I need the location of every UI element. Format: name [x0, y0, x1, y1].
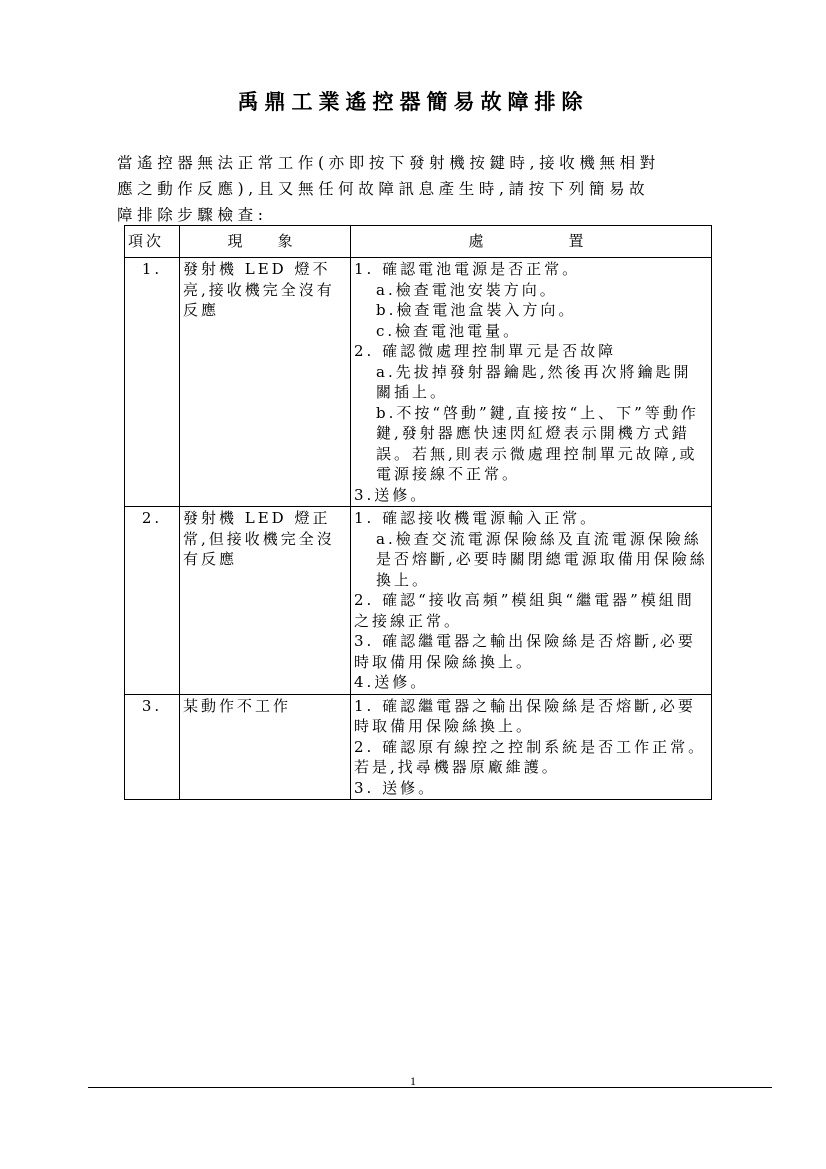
action-step: 2. 確認微處理控制單元是否故障 [354, 342, 617, 360]
action-step: 2. 確認“接收高頻”模組與“繼電器”模組間之接線正常。 [354, 591, 695, 630]
action-step: 3. 確認繼電器之輸出保險絲是否熔斷,必要時取備用保險絲換上。 [354, 632, 696, 671]
action-step: 1. 確認電池電源是否正常。 [354, 260, 581, 278]
row-actions [351, 507, 712, 695]
table-header-row [125, 226, 712, 258]
row-symptom: 某動作不工作 [180, 694, 351, 800]
intro-line: 應之動作反應),且又無任何故障訊息產生時,請按下列簡易故 [117, 180, 650, 198]
intro-paragraph [117, 150, 709, 228]
page-number: 1 [410, 1074, 416, 1088]
action-substep: a.檢查交流電源保險絲及直流電源保險絲是否熔斷,必要時關閉總電源取備用保險絲換上。 [376, 529, 708, 589]
table-row [125, 507, 712, 695]
row-actions [351, 258, 712, 507]
table-row [125, 694, 712, 800]
footer-rule [88, 1087, 772, 1088]
header-item: 項次 [125, 226, 180, 258]
action-step: 3. 送修。 [354, 778, 437, 797]
page-title: 禹鼎工業遙控器簡易故障排除 [237, 89, 589, 114]
action-substep: c.檢查電池電量。 [376, 321, 522, 340]
row-symptom: 發射機 LED 燈正常,但接收機完全沒有反應 [180, 507, 351, 695]
action-substep: a.檢查電池安裝方向。 [376, 280, 558, 299]
action-substep: b.不按“啓動”鍵,直接按“上、下”等動作鍵,發射器應快速閃紅燈表示開機方式錯誤。若無,則表示微處理控制單元故障,或電源接線不正常。 [376, 403, 699, 483]
troubleshooting-table [124, 225, 712, 800]
table-row [125, 258, 712, 507]
action-step: 3.送修。 [354, 485, 429, 504]
row-number: 1. [125, 258, 180, 507]
intro-line: 障排除步驟檢查: [117, 206, 268, 224]
row-symptom: 發射機 LED 燈不亮,接收機完全沒有反應 [180, 258, 351, 507]
row-number: 2. [125, 507, 180, 695]
action-substep: a.先拔掉發射器鑰匙,然後再次將鑰匙開關插上。 [376, 362, 692, 401]
action-step: 4.送修。 [354, 673, 429, 691]
action-substep: b.檢查電池盒裝入方向。 [376, 301, 577, 319]
header-action: 處 置 [351, 226, 712, 258]
action-step: 1. 確認接收機電源輸入正常。 [354, 509, 599, 527]
row-actions [351, 694, 712, 800]
action-step: 1. 確認繼電器之輸出保險絲是否熔斷,必要時取備用保險絲換上。 [354, 696, 696, 735]
row-number: 3. [125, 694, 180, 800]
header-symptom: 現 象 [180, 226, 351, 258]
action-step: 2. 確認原有線控之控制系統是否工作正常。若是,找尋機器原廠維護。 [354, 737, 707, 776]
intro-line: 當遙控器無法正常工作(亦即按下發射機按鍵時,接收機無相對 [117, 154, 660, 172]
